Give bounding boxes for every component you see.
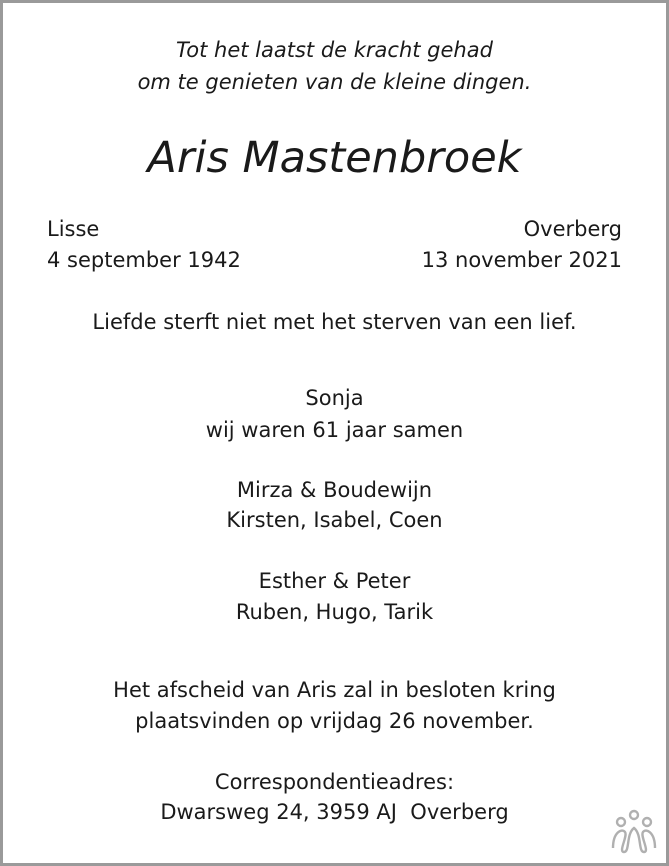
birth-date: 4 september 1942	[47, 248, 241, 272]
family-line: Mirza & Boudewijn	[236, 478, 433, 502]
family-line: Esther & Peter	[258, 569, 411, 593]
family-line: Ruben, Hugo, Tarik	[235, 600, 434, 624]
family-line: Sonja	[305, 386, 364, 410]
death-place: Overberg	[523, 217, 622, 241]
farewell-line-2: plaatsvinden op vrijdag 26 november.	[135, 709, 534, 733]
people-group-icon	[610, 808, 658, 856]
motto-line-1: Tot het laatst de kracht gehad	[176, 38, 493, 62]
death-date: 13 november 2021	[421, 248, 622, 272]
quote: Liefde sterft niet met het sterven van een lief.	[92, 310, 577, 334]
address-label: Correspondentieadres:	[214, 770, 455, 794]
family-line: Kirsten, Isabel, Coen	[226, 508, 443, 532]
deceased-name: Aris Mastenbroek	[147, 133, 522, 183]
farewell-line-1: Het afscheid van Aris zal in besloten kring	[113, 678, 556, 702]
motto-line-2: om te genieten van de kleine dingen.	[137, 70, 532, 94]
family-line: wij waren 61 jaar samen	[205, 418, 464, 442]
address-value: Dwarsweg 24, 3959 AJ Overberg	[160, 800, 509, 824]
birth-place: Lisse	[47, 217, 100, 241]
